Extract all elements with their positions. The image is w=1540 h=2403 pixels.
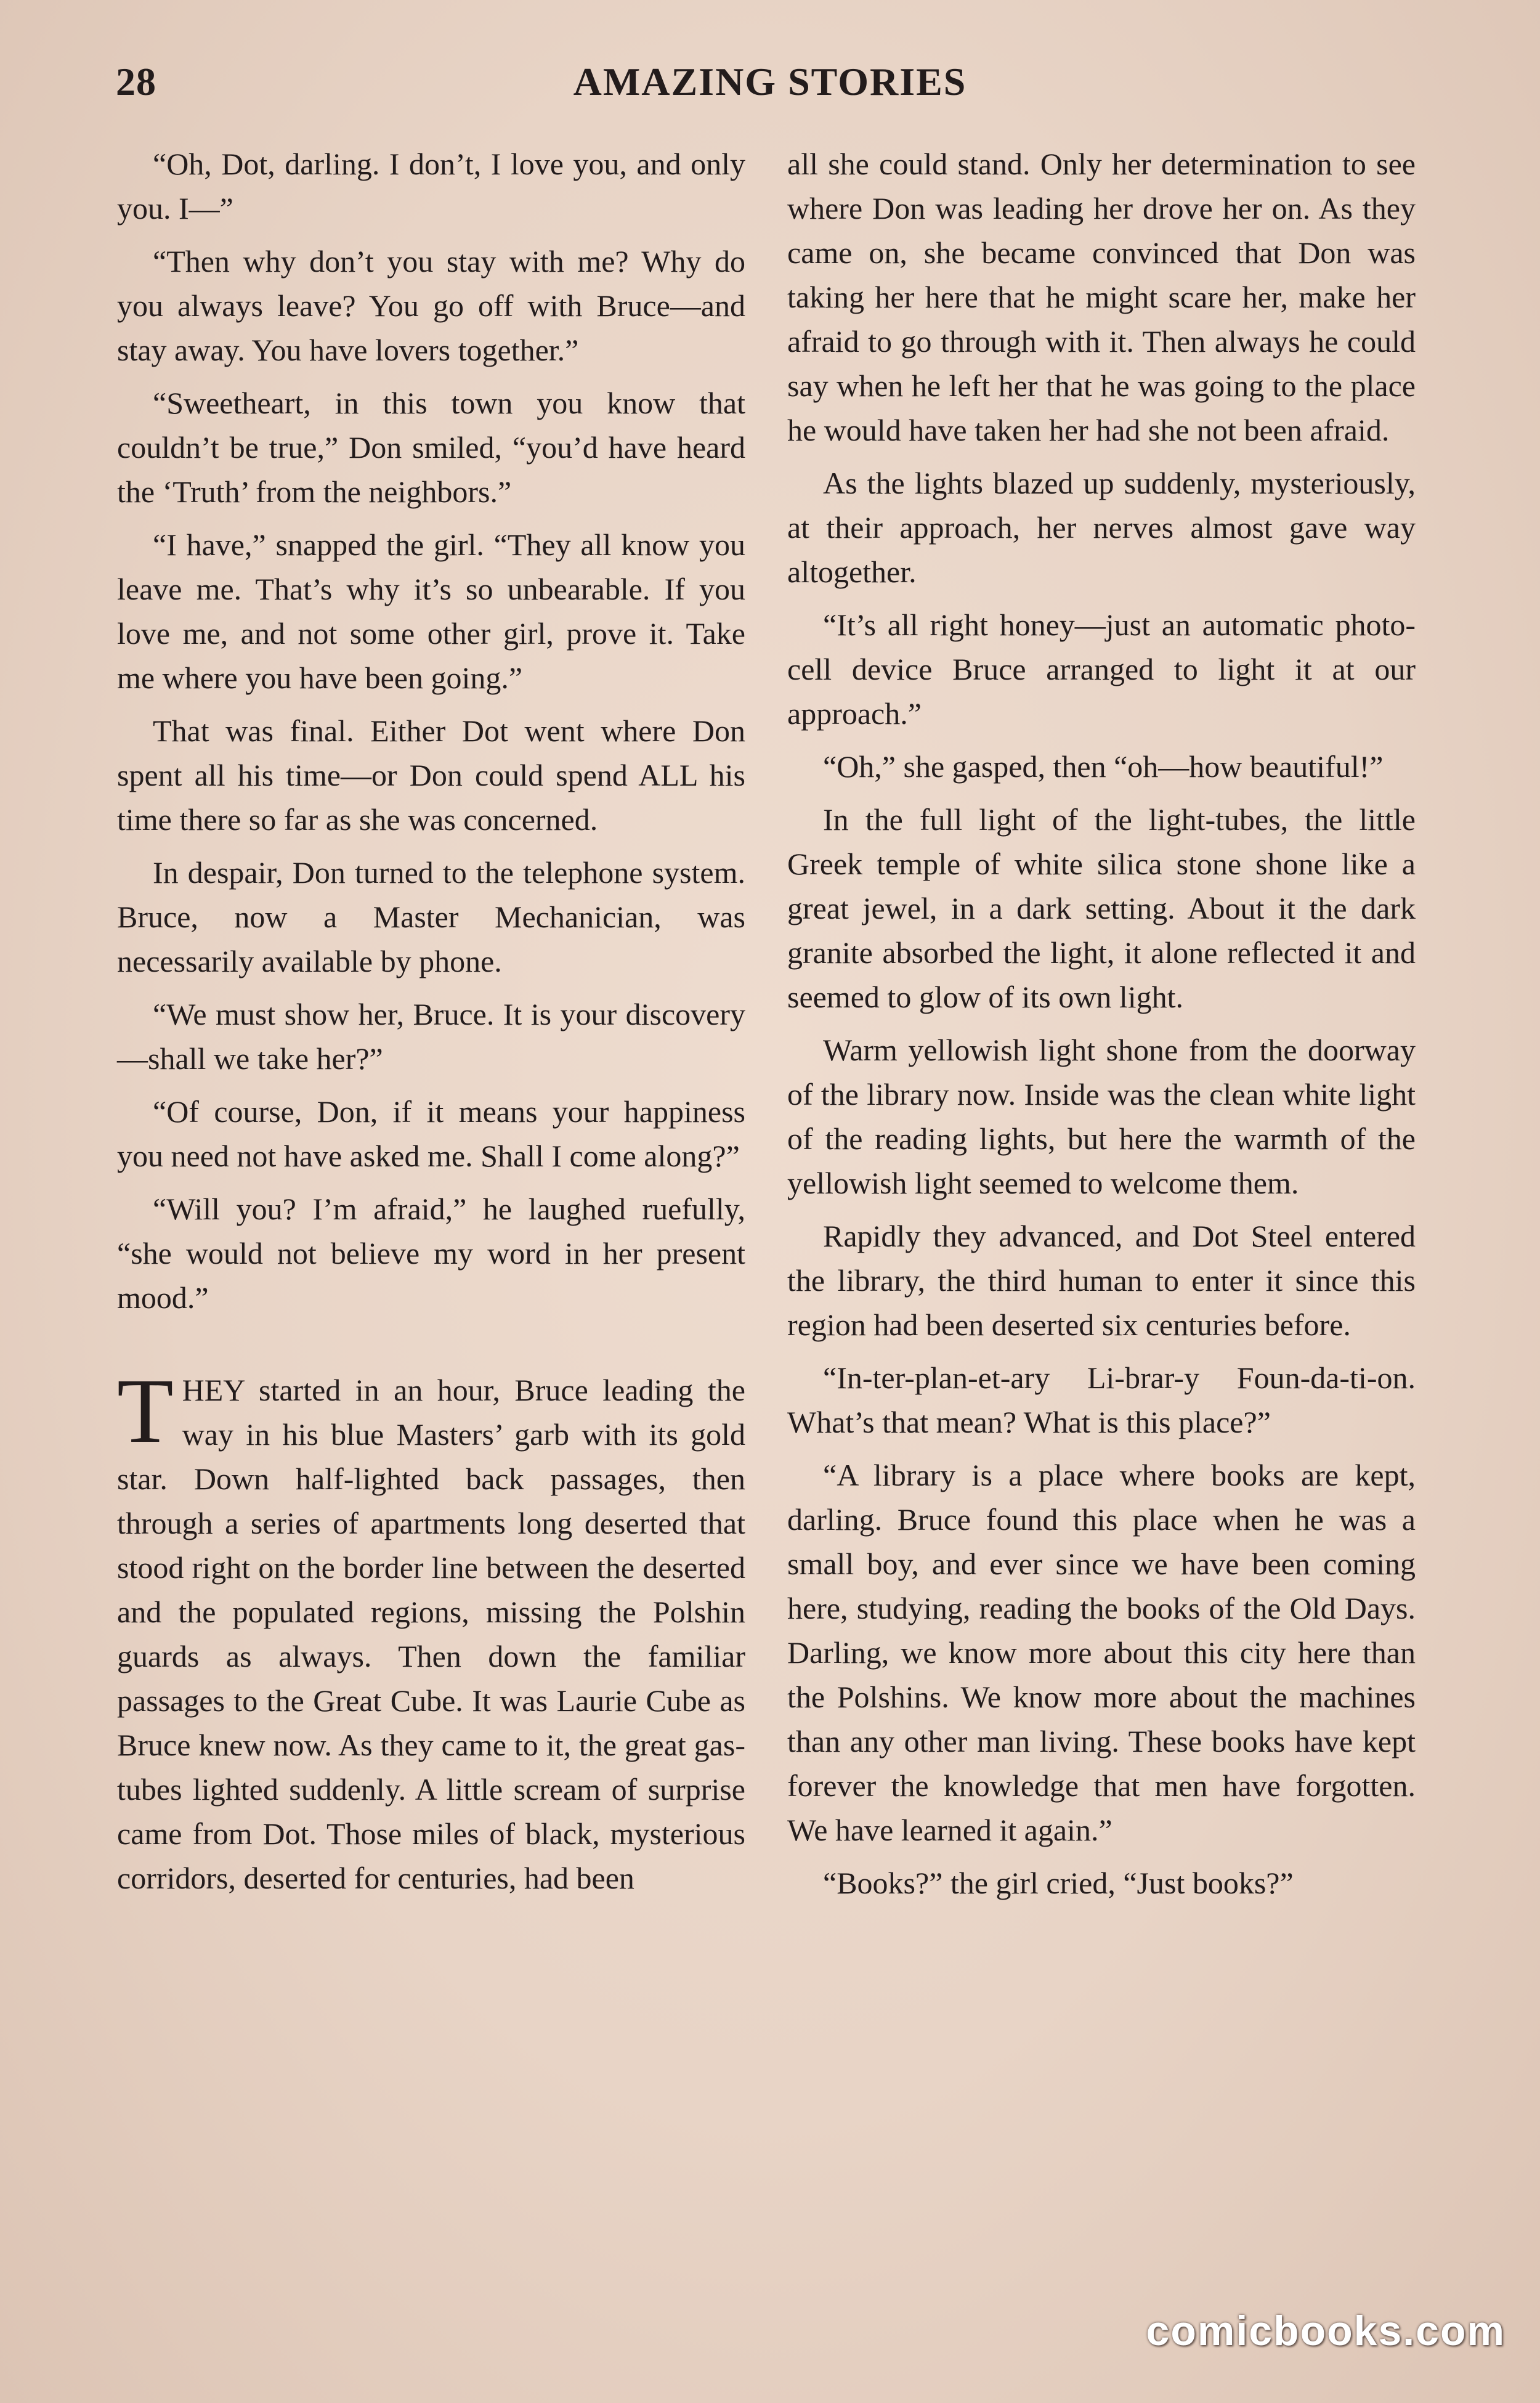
section-break <box>117 1328 745 1368</box>
paragraph: As the lights blazed up suddenly, mysteriously, at their approach, her nerves almost gave way altogether. <box>787 466 1416 589</box>
drop-cap: T <box>117 1360 174 1462</box>
paragraph: “I have,” snapped the girl. “They all know you leave me. That’s why it’s so unbearable. If you love me, and not some other girl, prove it. Take me where you have been going.” <box>117 527 745 695</box>
paragraph: Rapidly they advanced, and Dot Steel entered the library, the third human to enter it since this region had been deserted six centuries before. <box>787 1219 1416 1342</box>
continued-paragraph: all she could stand. Only her determination to see where Don was leading her drove her on. As they came on, she became convinced that Don was taking her here that he might scare her, make her afraid to go through with it. Then always he could say when he left her that he was going to the place he would have taken her had she not been afraid. <box>787 147 1416 447</box>
paragraph: “Sweetheart, in this town you know that couldn’t be true,” Don smiled, “you’d have heard the ‘Truth’ from the neighbors.” <box>117 386 745 509</box>
section-opening-text: HEY started in an hour, Bruce leading the way in his blue Masters’ garb with its gold star. Down half-lighted back passages, then through a series of apartments long deserted that stood right on the border line between the deserted and the populated regions, missing the Polshin guards as always. Then down the familiar passages to the Great Cube. It was Laurie Cube as Bruce knew now. As they came to it, the great gas-tubes lighted suddenly. A little scream of surprise came from Dot. Those miles of black, mysterious corridors, deserted for centuries, had been <box>117 1373 745 1895</box>
paragraph: “Will you? I’m afraid,” he laughed ruefully, “she would not believe my word in her present mood.” <box>117 1192 745 1315</box>
paragraph: “We must show her, Bruce. It is your discovery—shall we take her?” <box>117 997 745 1076</box>
paragraph: “It’s all right honey—just an automatic photo-cell device Bruce arranged to light it at our approach.” <box>787 608 1416 731</box>
page-number: 28 <box>116 60 156 104</box>
paragraph: In the full light of the light-tubes, the little Greek temple of white silica stone shone like a great jewel, in a dark setting. About it the dark granite absorbed the light, it alone reflected it and seemed to glow of its own light. <box>787 802 1416 1014</box>
paragraph: In despair, Don turned to the telephone system. Bruce, now a Master Mechanician, was necessarily available by phone. <box>117 855 745 978</box>
paragraph: “A library is a place where books are kept, darling. Bruce found this place when he was a small boy, and ever since we have been coming here, studying, reading the books of the Old Days. Darling, we know more about this city here than the Polshins. We know more about the machines than any other man living. These books have kept forever the knowledge that men have forgotten. We have learned it again.” <box>787 1458 1416 1847</box>
section-opening-paragraph <box>117 1360 745 1900</box>
paragraph: “Books?” the girl cried, “Just books?” <box>823 1866 1294 1900</box>
paragraph: “Then why don’t you stay with me? Why do you always leave? You go off with Bruce—and stay away. You have lovers together.” <box>117 244 745 367</box>
running-head: AMAZING STORIES <box>573 60 967 104</box>
paragraph: “In-ter-plan-et-ary Li-brar-y Foun-da-ti-on. What’s that mean? What is this place?” <box>787 1360 1416 1439</box>
paragraph: “Of course, Don, if it means your happiness you need not have asked me. Shall I come along?” <box>117 1094 745 1173</box>
paragraph: Warm yellowish light shone from the doorway of the library now. Inside was the clean white light of the reading lights, but here the warmth of the yellowish light seemed to welcome them. <box>787 1033 1416 1200</box>
right-column <box>787 142 1416 1914</box>
paragraph: “Oh,” she gasped, then “oh—how beautiful!” <box>823 749 1384 784</box>
left-column <box>117 142 745 1909</box>
paragraph: “Oh, Dot, darling. I don’t, I love you, and only you. I—” <box>117 147 745 226</box>
source-watermark: comicbooks.com <box>1146 2307 1506 2354</box>
paragraph: That was final. Either Dot went where Don spent all his time—or Don could spend ALL his time there so far as she was concerned. <box>117 714 745 837</box>
